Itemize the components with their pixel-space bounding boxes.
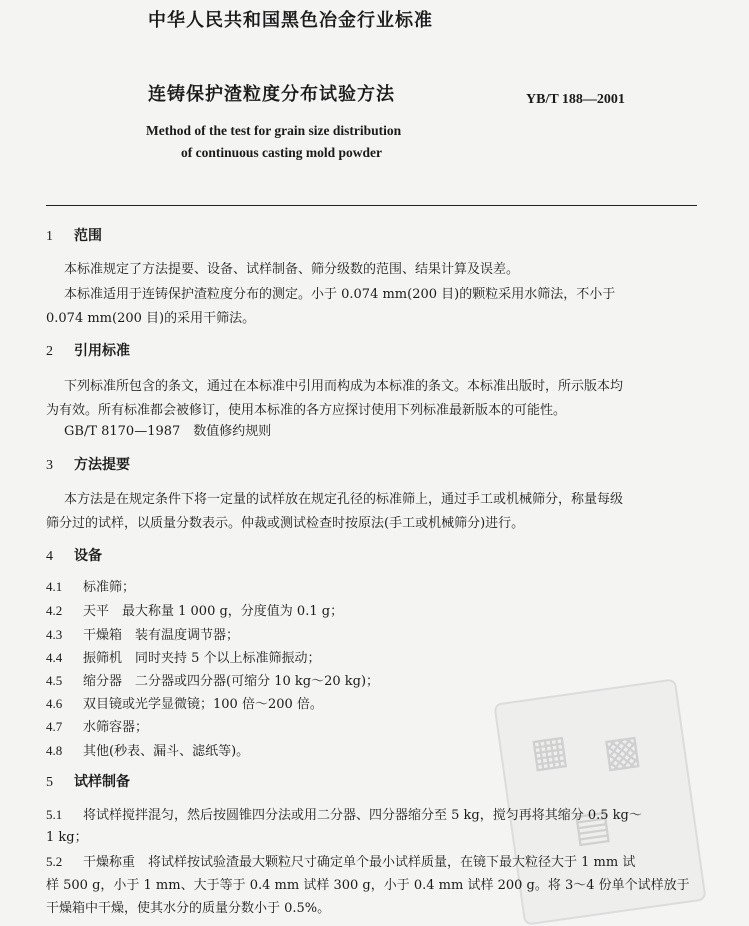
equipment-item: 4.8 其他(秒表、漏斗、滤纸等)。 <box>46 743 250 759</box>
standard-category-header: 中华人民共和国黑色冶金行业标准 <box>148 10 433 31</box>
section-2-paragraph-line1: 下列标准所包含的条文，通过在本标准中引用而构成为本标准的条文。本标准出版时，所示版本均 <box>64 379 624 394</box>
equipment-item: 4.5 缩分器 二分器或四分器(可缩分 10 kg～20 kg)； <box>46 673 380 689</box>
section-5-item-1-line1: 5.1 将试样搅拌混匀，然后按圆锥四分法或用二分器、四分器缩分至 5 kg，搅匀再将其缩分 0.5 kg～ <box>46 807 642 823</box>
english-title-line1: Method of the test for grain size distribution <box>146 123 402 138</box>
section-1-paragraph-2-line2: 0.074 mm(200 目)的采用干筛法。 <box>46 311 256 326</box>
section-5-item-1-line2: 1 kg； <box>46 830 88 845</box>
equipment-item: 4.4 振筛机 同时夹持 5 个以上标准筛振动； <box>46 650 321 666</box>
section-5-heading: 5 试样制备 <box>46 774 130 790</box>
english-title-line2: of continuous casting mold powder <box>181 145 383 160</box>
section-2-paragraph-line2: 为有效。所有标准都会被修订，使用本标准的各方应探讨使用下列标准最新版本的可能性。 <box>46 403 567 418</box>
section-5-item-2-line2: 样 500 g，小于 1 mm、大于等于 0.4 mm 试样 300 g，小于 0.4 mm 试样 200 g。将 3～4 份单个试样放于 <box>46 878 690 893</box>
section-1-paragraph-1: 本标准规定了方法提要、设备、试样制备、筛分级数的范围、结果计算及误差。 <box>64 262 520 277</box>
equipment-item: 4.1 标准筛； <box>46 579 136 595</box>
standard-number: YB/T 188—2001 <box>526 92 625 107</box>
section-3-heading: 3 方法提要 <box>46 457 130 473</box>
section-5-item-2-line1: 5.2 干燥称重 将试样按试验渣最大颗粒尺寸确定单个最小试样质量，在镜下最大粒径大于 1 mm 试 <box>46 854 636 870</box>
section-5-item-2-line3: 干燥箱中干燥，使其水分的质量分数小于 0.5%。 <box>46 901 331 916</box>
equipment-item: 4.6 双目镜或光学显微镜；100 倍～200 倍。 <box>46 696 323 712</box>
document-title: 连铸保护渣粒度分布试验方法 <box>148 84 395 105</box>
equipment-item: 4.7 水筛容器； <box>46 719 149 735</box>
section-3-paragraph-line2: 筛分过的试样，以质量分数表示。仲裁或测试检查时按原法(手工或机械筛分)进行。 <box>46 516 525 531</box>
section-2-heading: 2 引用标准 <box>46 343 130 359</box>
equipment-item: 4.2 天平 最大称量 1 000 g，分度值为 0.1 g； <box>46 603 344 619</box>
section-2-reference: GB/T 8170—1987 数值修约规则 <box>64 424 272 439</box>
section-4-heading: 4 设备 <box>46 548 102 564</box>
section-1-heading: 1 范围 <box>46 228 102 244</box>
watermark-seal: ▦ ▩ ▤ <box>493 678 706 925</box>
section-3-paragraph-line1: 本方法是在规定条件下将一定量的试样放在规定孔径的标准筛上，通过手工或机械筛分，称量每级 <box>64 492 624 507</box>
section-1-paragraph-2-line1: 本标准适用于连铸保护渣粒度分布的测定。小于 0.074 mm(200 目)的颗粒采用水筛法，不小于 <box>64 287 616 302</box>
equipment-item: 4.3 干燥箱 装有温度调节器； <box>46 627 240 643</box>
header-divider <box>46 205 697 206</box>
